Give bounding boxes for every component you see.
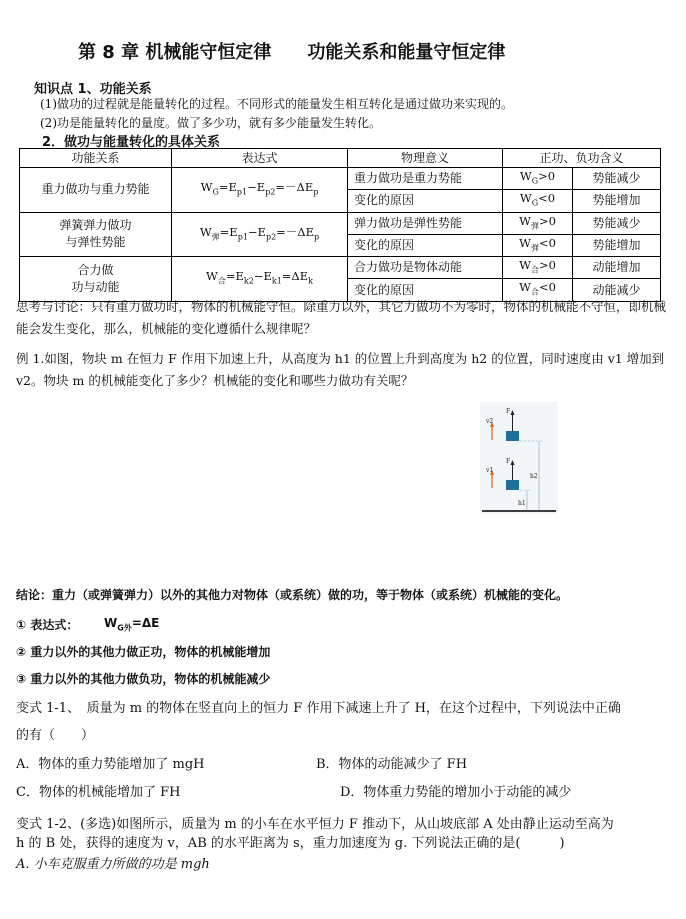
variant2-stem-line1: 变式 1-2、(多选)如图所示，质量为 m 的小车在水平恒力 F 推动下，从山坡底部 A 处由静止运动至高为 [16, 817, 614, 832]
condition-cell: $W_合>0$ [503, 257, 573, 279]
conclusion-point3: ③ 重力以外的其他力做负功，物体的机械能减少 [16, 672, 271, 686]
discussion-paragraph: 思考与讨论：只有重力做功时，物体的机械能守恒。除重力以外，其它力做功不为零时，物体的机械能不守恒，即机械能会发生变化，那么，机械能的变化遵循什么规律呢？ [16, 299, 667, 336]
label-v2: v2 [486, 418, 494, 425]
result-cell: 势能增加 [573, 190, 661, 212]
label-F-top: F [506, 408, 511, 415]
meaning-cell: 合力做功是物体动能 [348, 257, 503, 279]
variant2-option-a[interactable]: A. 小车克服重力所做的功是 mgh [16, 857, 210, 872]
variant1-stem-line2: 的有（ ） [16, 728, 95, 743]
result-cell: 动能增加 [573, 257, 661, 279]
result-cell: 势能减少 [573, 168, 661, 190]
header-cell: 正功、负功含义 [503, 149, 661, 168]
conclusion-point2: ② 重力以外的其他力做正功，物体的机械能增加 [16, 645, 271, 659]
relation-cell: 弹簧弹力做功 与弹性势能 [20, 212, 172, 257]
kp2-heading: 2．做功与能量转化的具体关系 [42, 135, 221, 150]
condition-cell: $W_合<0$ [503, 279, 573, 301]
condition-cell: $W_弹<0$ [503, 234, 573, 256]
example-figure [480, 402, 558, 514]
meaning-cell: 重力做功是重力势能 [348, 168, 503, 190]
variant2-stem-line2: h 的 B 处，获得的速度为 v，AB 的水平距离为 s，重力加速度为 g. 下列说法正确的是( ) [16, 836, 565, 851]
block-diagram [480, 402, 558, 514]
result-cell: 势能增加 [573, 234, 661, 256]
conclusion-main: 结论：重力（或弹簧弹力）以外的其他力对物体（或系统）做的功，等于物体（或系统）机械能的变化。 [16, 588, 569, 602]
variant1-option-b[interactable]: B．物体的动能减少了 FH [316, 757, 468, 772]
table-row [20, 257, 661, 279]
label-F-bottom: F [506, 458, 511, 465]
meaning-cell: 变化的原因 [348, 190, 503, 212]
kp1-heading: 知识点 1、功能关系 [34, 82, 152, 97]
table-row [20, 168, 661, 190]
example1-paragraph: 例 1.如图，物块 m 在恒力 F 作用下加速上升，从高度为 h1 的位置上升到高度为 h2 的位置，同时速度由 v1 增加到 v2。物块 m 的机械能变化了多少？机械能的变化和哪些力做功有关呢？ [16, 351, 665, 388]
expression-cell: $W_合=E_{k2}-E_{k1}=\Delta E_k$ [172, 257, 348, 302]
expression-cell: $W_弹=E_{p1}-E_{p2}=-\Delta E_p$ [172, 212, 348, 257]
header-cell: 功能关系 [20, 149, 172, 168]
result-cell: 势能减少 [573, 212, 661, 234]
condition-cell: $W_G>0$ [503, 168, 573, 190]
relation-cell: 重力做功与重力势能 [20, 168, 172, 213]
variant1-stem-line1: 变式 1-1、 质量为 m 的物体在竖直向上的恒力 F 作用下减速上升了 H，在这个过程中，下列说法中正确 [16, 701, 621, 716]
variant1-option-c[interactable]: C．物体的机械能增加了 FH [16, 785, 181, 800]
meaning-cell: 弹力做功是弹性势能 [348, 212, 503, 234]
table-row [20, 212, 661, 234]
result-cell: 动能减少 [573, 279, 661, 301]
meaning-cell: 变化的原因 [348, 234, 503, 256]
kp1-line1: (1)做功的过程就是能量转化的过程。不同形式的能量发生相互转化是通过做功来实现的。 [40, 97, 514, 111]
work-energy-table [19, 148, 661, 302]
meaning-cell: 变化的原因 [348, 279, 503, 301]
table-header-row [20, 149, 661, 168]
header-cell: 表达式 [172, 149, 348, 168]
relation-cell: 合力做 功与动能 [20, 257, 172, 302]
label-h2: h2 [530, 473, 538, 480]
condition-cell: $W_G<0$ [503, 190, 573, 212]
variant1-option-a[interactable]: A．物体的重力势能增加了 mgH [16, 757, 205, 772]
condition-cell: $W_弹>0$ [503, 212, 573, 234]
label-v1: v1 [486, 467, 494, 474]
variant1-option-d[interactable]: D．物体重力势能的增加小于动能的减少 [340, 785, 572, 800]
conclusion-expr: $W_{G外}=\Delta E$ [104, 616, 160, 633]
lower-block [506, 480, 519, 490]
conclusion-expr-label: ① 表达式： [16, 618, 79, 632]
header-cell: 物理意义 [348, 149, 503, 168]
label-h1: h1 [518, 500, 526, 507]
expression-cell: $W_G=E_{p1}-E_{p2}=-\Delta E_p$ [172, 168, 348, 213]
upper-block [506, 431, 519, 441]
kp1-line2: (2)功是能量转化的量度。做了多少功，就有多少能量发生转化。 [40, 116, 382, 130]
page-title: 第 8 章 机械能守恒定律 功能关系和能量守恒定律 [78, 42, 506, 63]
